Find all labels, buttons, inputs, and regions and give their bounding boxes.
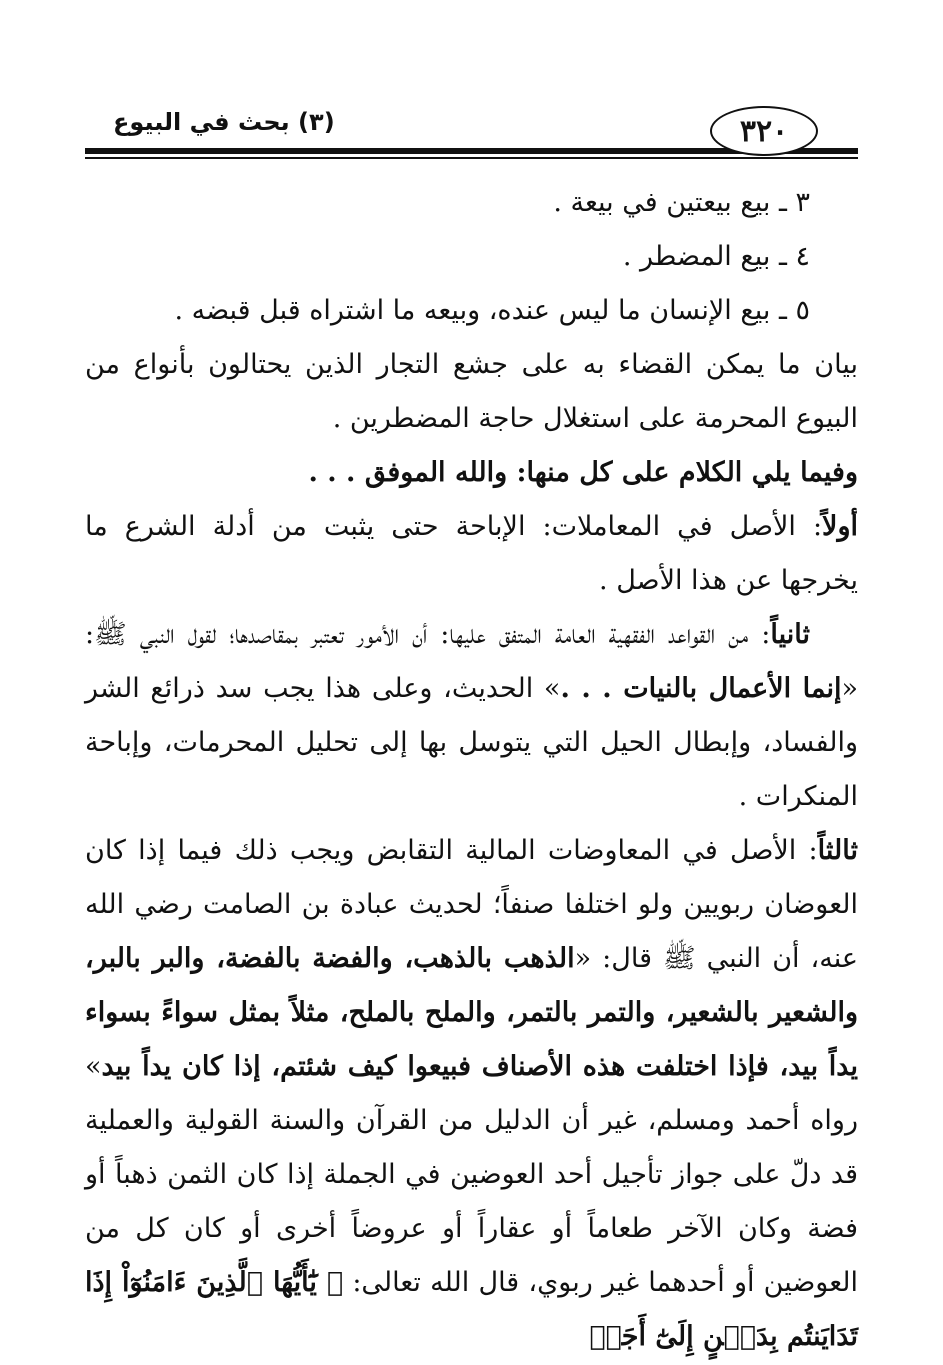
header-rule-thin: [85, 157, 858, 159]
first-text: : الأصل في المعاملات: الإباحة حتى يثبت من أدلة الشرع ما يخرجها عن هذا الأصل .: [85, 511, 858, 596]
running-title: (٣) بحث في البيوع: [113, 108, 335, 136]
third-text-a: : الأصل في المعاوضات المالية التقابض ويجب ذلك فيما إذا كان العوضان ربويين ولو اختلفا صنفاً؛ لحديث عبادة بن الصامت رضي الله عنه، أن النبي ﷺ قال: «: [85, 835, 859, 974]
third-point: [85, 824, 858, 1364]
second-text-b: » الحديث، وعلى هذا يجب سد ذرائع الشر والفساد، وإبطال الحيل التي يتوسل بها إلى تحليل المحرمات، وإباحة المنكرات .: [85, 673, 858, 812]
first-point: [85, 500, 858, 608]
page-number: ٣٢٠: [710, 106, 818, 156]
page-body: [85, 176, 858, 1364]
third-hadith: الذهب بالذهب، والفضة بالفضة، والبر بالبر، والشعير بالشعير، والتمر بالتمر، والملح بالملح، مثلاً بمثل سواءً بسواء يداً بيد، فإذا اختلفت هذه الأصناف فبيعوا كيف شئتم، إذا كان يداً بيد: [85, 943, 858, 1082]
second-hadith: إنما الأعمال بالنيات . . .: [560, 673, 842, 704]
list-item-4: ٤ ـ بيع المضطر .: [622, 241, 810, 272]
second-label: ثانياً: [770, 619, 810, 650]
first-label: أولاً: [822, 511, 858, 542]
third-text-b: » رواه أحمد ومسلم، غير أن الدليل من القرآن والسنة القولية والعملية قد دلّ على جواز تأجيل أحد العوضين في الجملة إذا كان الثمن ذهباً أو فضة وكان الآخر طعاماً أو عقاراً أو عروضاً أخرى أو كان كل من العوضين أو أحدهما غير ربوي، قال الله تعالى:: [85, 1051, 859, 1298]
second-point: [85, 608, 858, 824]
intro-paragraph: بيان ما يمكن القضاء به على جشع التجار الذين يحتالون بأنواع من البيوع المحرمة على استغلال حاجة المضطرين .: [85, 349, 858, 434]
transition-line: وفيما يلي الكلام على كل منها: والله الموفق . . .: [308, 457, 858, 488]
page-header: [85, 96, 858, 160]
third-label: ثالثاً: [817, 835, 858, 866]
list-item-3: ٣ ـ بيع بيعتين في بيعة .: [553, 187, 810, 218]
quran-verse: ﴿ يَٰٓأَيُّهَا ٱلَّذِينَ ءَامَنُوٓاْ إِذَا تَدَايَنتُم بِدَيۡنٍ إِلَىٰٓ أَجَلٖ: [85, 1267, 858, 1352]
second-text-a: : من القواعد الفقهية العامة المتفق عليها: أن الأمور تعتبر بمقاصدها؛ لقول النبي ﷺ: «: [85, 619, 858, 704]
list-item-5: ٥ ـ بيع الإنسان ما ليس عنده، وبيعه ما اشتراه قبل قبضه .: [174, 295, 810, 326]
